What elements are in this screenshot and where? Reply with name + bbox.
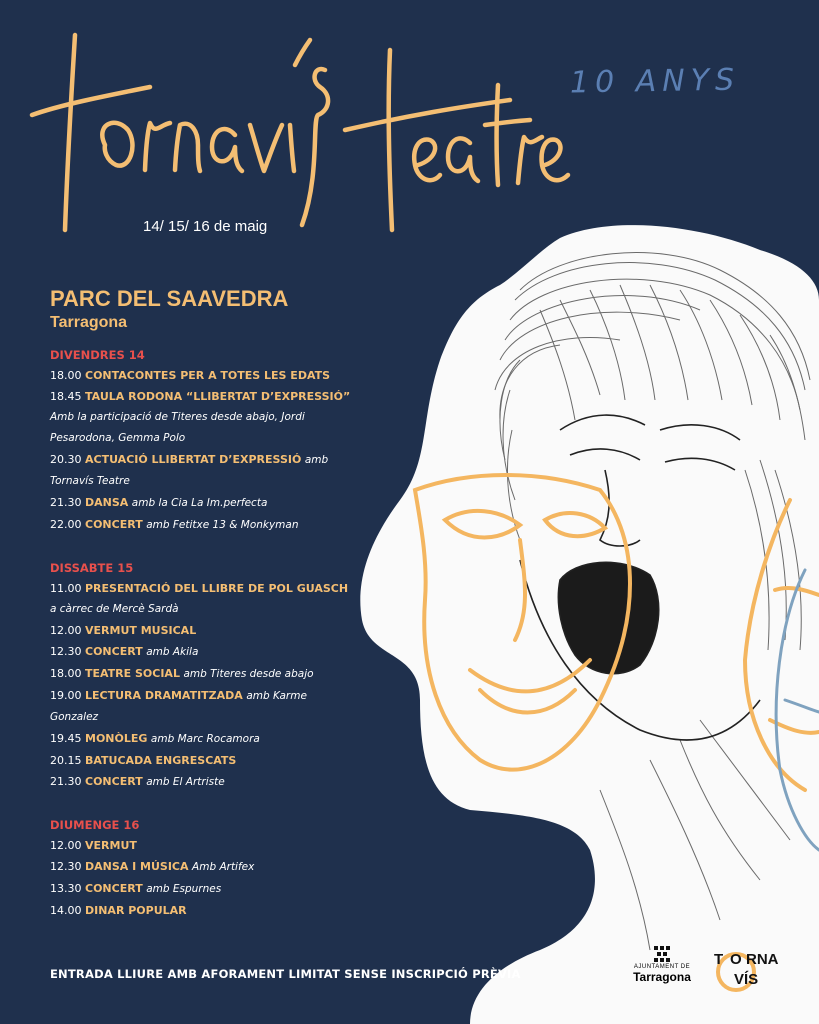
event-detail: Amb Artifex: [192, 861, 255, 873]
event-title: CONCERT: [85, 775, 143, 788]
event-title: VERMUT MUSICAL: [85, 624, 197, 637]
logo-text-rna: RNA: [746, 951, 779, 968]
event-title: CONTACONTES PER A TOTES LES EDATS: [85, 369, 331, 382]
event-detail-line: Tornavís Teatre: [50, 475, 130, 487]
program-event: [50, 878, 410, 900]
program-event: [50, 663, 410, 685]
day-heading: DIUMENGE 16: [50, 818, 140, 832]
event-detail: amb Espurnes: [146, 883, 222, 895]
event-dates: 14/ 15/ 16 de maig: [143, 218, 268, 235]
event-detail: amb Karme: [246, 690, 307, 702]
program-event: [50, 449, 410, 471]
program-event: [50, 685, 410, 707]
event-detail: amb Marc Rocamora: [150, 733, 260, 745]
event-time: 21.30: [50, 496, 82, 509]
event-time: 20.30: [50, 453, 82, 466]
ajuntament-tarragona-logo: [622, 945, 702, 984]
logo-city-name: Tarragona: [633, 970, 691, 984]
program-event: [50, 771, 410, 793]
city-emblem-icon: [653, 945, 671, 963]
event-detail-line: a càrrec de Mercè Sardà: [50, 603, 179, 615]
day-heading: DIVENDRES 14: [50, 348, 145, 362]
event-detail: amb la Cia La Im.perfecta: [131, 497, 268, 509]
event-time: 21.30: [50, 775, 82, 788]
event-detail: amb El Artriste: [146, 776, 225, 788]
event-time: 12.00: [50, 839, 82, 852]
event-time: 12.30: [50, 860, 82, 873]
event-title: MONÒLEG: [85, 732, 148, 745]
program-event: [50, 492, 410, 514]
tornavis-logo: [712, 942, 802, 997]
event-time: 11.00: [50, 582, 82, 595]
logo-text-vis: VÍS: [734, 971, 759, 988]
event-detail: amb Fetitxe 13 & Monkyman: [146, 519, 299, 531]
day-heading: DISSABTE 15: [50, 561, 134, 575]
event-detail-line: Pesarodona, Gemma Polo: [50, 432, 186, 444]
logo-text-o: O: [730, 951, 742, 968]
event-title: DANSA I MÚSICA: [85, 860, 189, 873]
event-time: 18.00: [50, 667, 82, 680]
event-title: CONCERT: [85, 518, 143, 531]
program-event: [50, 856, 410, 878]
event-time: 18.00: [50, 369, 82, 382]
event-title: PRESENTACIÓ DEL LLIBRE DE POL GUASCH: [85, 582, 349, 595]
event-title: TEATRE SOCIAL: [85, 667, 180, 680]
event-time: 13.30: [50, 882, 82, 895]
event-detail-line: Amb la participació de Titeres desde abajo, Jordi: [50, 411, 305, 423]
event-title: CONCERT: [85, 882, 143, 895]
program-event: [50, 728, 410, 750]
program-event: [50, 900, 410, 921]
program-event: [50, 750, 410, 771]
event-title: DINAR POPULAR: [85, 904, 187, 917]
program-event: [50, 578, 410, 599]
event-time: 18.45: [50, 390, 82, 403]
event-time: 14.00: [50, 904, 82, 917]
event-time: 19.45: [50, 732, 82, 745]
event-time: 20.15: [50, 754, 82, 767]
event-title: DANSA: [85, 496, 129, 509]
event-time: 12.00: [50, 624, 82, 637]
spacer: [50, 793, 410, 815]
event-detail-line: Gonzalez: [50, 711, 99, 723]
anniversary-label: 10 ANYS: [569, 62, 741, 101]
event-title: ACTUACIÓ LLIBERTAT D’EXPRESSIÓ: [85, 453, 302, 466]
event-detail: amb: [304, 454, 329, 466]
spacer: [50, 536, 410, 558]
event-time: 12.30: [50, 645, 82, 658]
event-time: 22.00: [50, 518, 82, 531]
program-event: [50, 641, 410, 663]
program-event: [50, 514, 410, 536]
program-event: [50, 386, 410, 407]
event-title: CONCERT: [85, 645, 143, 658]
program-event: [50, 365, 410, 386]
event-detail: amb Titeres desde abajo: [183, 668, 314, 680]
program-event: [50, 620, 410, 641]
event-detail: amb Akila: [146, 646, 199, 658]
event-title: TAULA RODONA “LLIBERTAT D’EXPRESSIÓ”: [85, 390, 351, 403]
logo-small-text: AJUNTAMENT DE: [633, 964, 691, 970]
venue-name: PARC DEL SAAVEDRA: [50, 286, 289, 311]
program-schedule: [50, 345, 410, 921]
entry-notice: ENTRADA LLIURE AMB AFORAMENT LIMITAT SENSE INSCRIPCIÓ PRÈVIA: [50, 967, 521, 981]
venue-city: Tarragona: [50, 314, 128, 331]
event-title: LECTURA DRAMATITZADA: [85, 689, 243, 702]
event-title: BATUCADA ENGRESCATS: [85, 754, 237, 767]
event-title: VERMUT: [85, 839, 137, 852]
event-time: 19.00: [50, 689, 82, 702]
program-event: [50, 835, 410, 856]
logo-text-torna: T: [714, 951, 724, 968]
